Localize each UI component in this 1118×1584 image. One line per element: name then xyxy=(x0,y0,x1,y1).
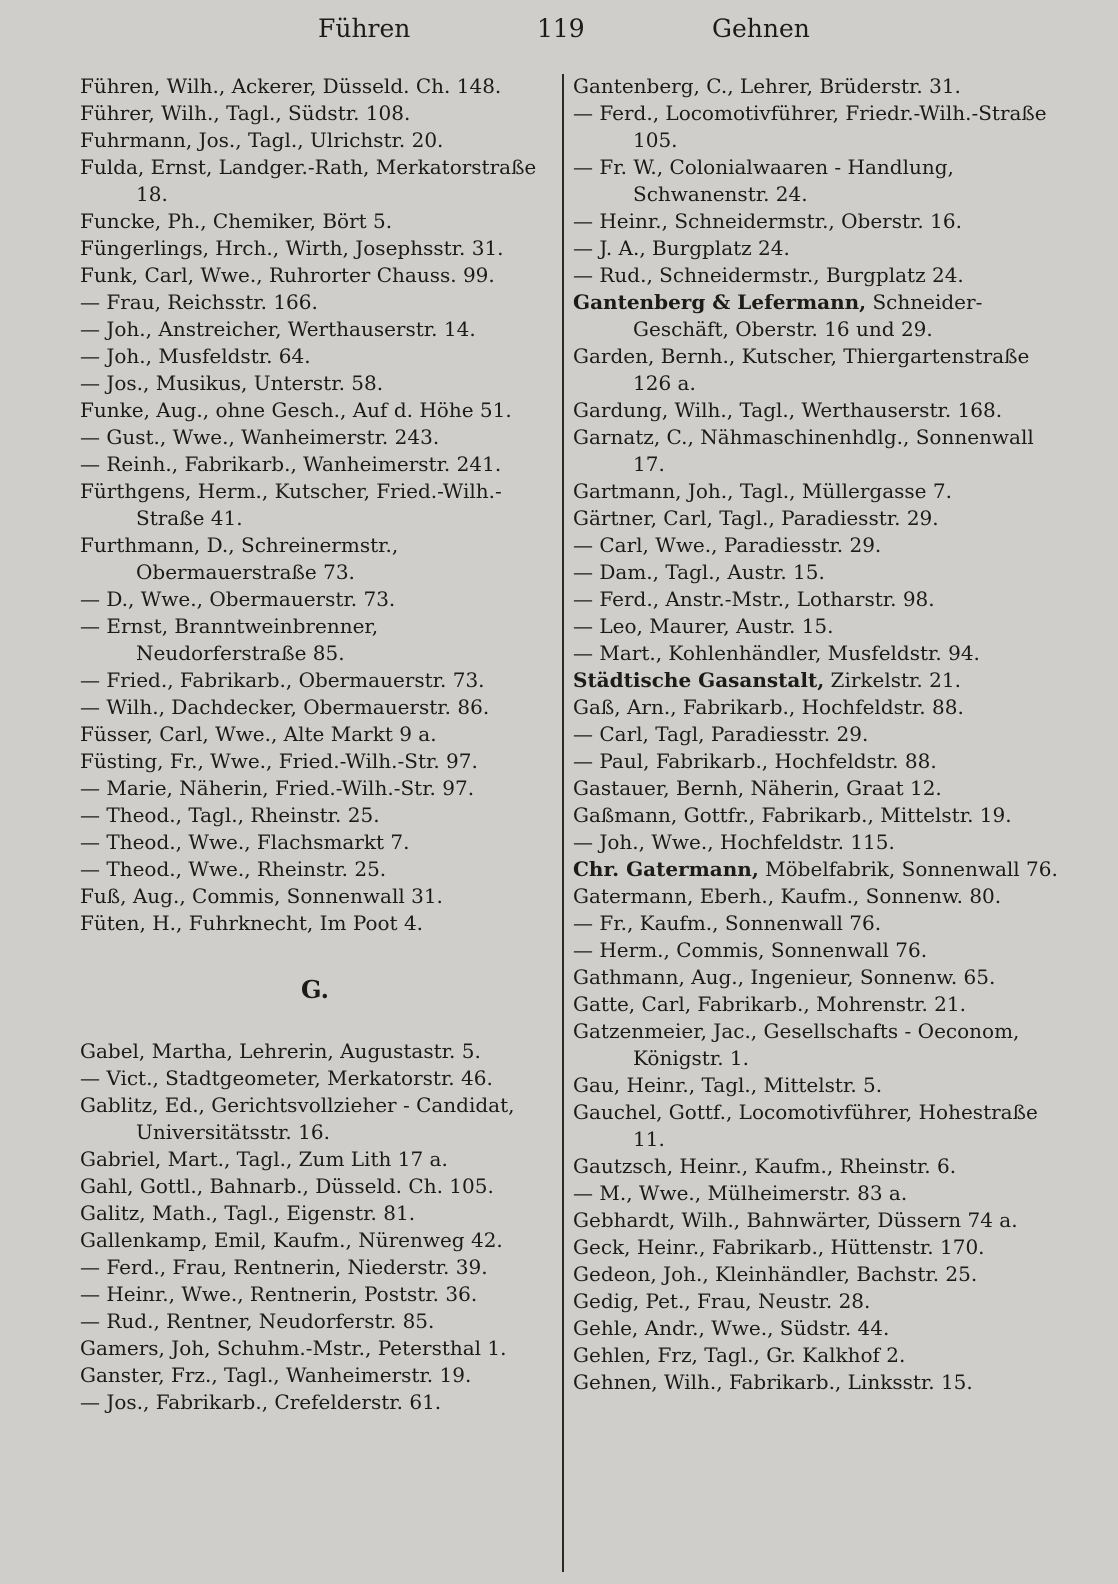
directory-entry: Gastauer, Bernh, Näherin, Graat 12. xyxy=(573,776,942,800)
directory-entry: — Heinr., Schneidermstr., Oberstr. 16. xyxy=(573,209,962,233)
directory-entry: Gebhardt, Wilh., Bahnwärter, Düssern 74 a. xyxy=(573,1208,1018,1232)
directory-entry: Gärtner, Carl, Tagl., Paradiesstr. 29. xyxy=(573,506,939,530)
directory-entry: Funke, Aug., ohne Gesch., Auf d. Höhe 51. xyxy=(80,398,512,422)
directory-entry: — Joh., Wwe., Hochfeldstr. 115. xyxy=(573,830,895,854)
directory-entry: — Gust., Wwe., Wanheimerstr. 243. xyxy=(80,425,440,449)
directory-entry: Gehnen, Wilh., Fabrikarb., Linksstr. 15. xyxy=(573,1370,973,1394)
directory-entry: Füten, H., Fuhrknecht, Im Poot 4. xyxy=(80,911,424,935)
directory-entry: — Rud., Schneidermstr., Burgplatz 24. xyxy=(573,263,964,287)
directory-entry: Gauchel, Gottf., Locomotivführer, Hohestraße 11. xyxy=(573,1100,1038,1151)
directory-entry: — Joh., Musfeldstr. 64. xyxy=(80,344,311,368)
directory-entry: Garden, Bernh., Kutscher, Thiergartenstraße 126 a. xyxy=(573,344,1030,395)
directory-entry: — Wilh., Dachdecker, Obermauerstr. 86. xyxy=(80,695,490,719)
right-column xyxy=(573,73,1061,1396)
directory-entry: Füngerlings, Hrch., Wirth, Josephsstr. 31. xyxy=(80,236,504,260)
directory-entry: — J. A., Burgplatz 24. xyxy=(573,236,790,260)
page-number: 119 xyxy=(537,14,585,43)
directory-entry: Gathmann, Aug., Ingenieur, Sonnenw. 65. xyxy=(573,965,996,989)
entry-details: Schneider-Geschäft, Oberstr. 16 und 29. xyxy=(633,290,983,341)
directory-entry: Garnatz, C., Nähmaschinenhdlg., Sonnenwall 17. xyxy=(573,425,1034,476)
directory-entry: — Leo, Maurer, Austr. 15. xyxy=(573,614,834,638)
directory-entry: Gehlen, Frz, Tagl., Gr. Kalkhof 2. xyxy=(573,1343,906,1367)
directory-entry xyxy=(573,856,1061,883)
directory-entry: Gamers, Joh, Schuhm.-Mstr., Petersthal 1. xyxy=(80,1336,507,1360)
directory-entry xyxy=(573,667,1061,694)
directory-entry: — Marie, Näherin, Fried.-Wilh.-Str. 97. xyxy=(80,776,475,800)
firm-name: Gantenberg & Lefermann, xyxy=(573,290,867,314)
directory-entry: — Carl, Wwe., Paradiesstr. 29. xyxy=(573,533,882,557)
column-divider xyxy=(562,74,564,1572)
directory-entry: — Paul, Fabrikarb., Hochfeldstr. 88. xyxy=(573,749,937,773)
directory-entry: Gatermann, Eberh., Kaufm., Sonnenw. 80. xyxy=(573,884,1002,908)
directory-entry: Gau, Heinr., Tagl., Mittelstr. 5. xyxy=(573,1073,883,1097)
directory-entry: Führen, Wilh., Ackerer, Düsseld. Ch. 148. xyxy=(80,74,502,98)
directory-entry: — M., Wwe., Mülheimerstr. 83 a. xyxy=(573,1181,908,1205)
firm-name: Chr. Gatermann, xyxy=(573,857,759,881)
directory-entry: — Jos., Fabrikarb., Crefelderstr. 61. xyxy=(80,1390,442,1414)
directory-entry: — Fried., Fabrikarb., Obermauerstr. 73. xyxy=(80,668,485,692)
directory-entry: Gardung, Wilh., Tagl., Werthauserstr. 168. xyxy=(573,398,1003,422)
directory-entry: — Vict., Stadtgeometer, Merkatorstr. 46. xyxy=(80,1066,493,1090)
directory-entry: — Dam., Tagl., Austr. 15. xyxy=(573,560,825,584)
directory-entry: Gaß, Arn., Fabrikarb., Hochfeldstr. 88. xyxy=(573,695,964,719)
header-last-entry: Gehnen xyxy=(712,14,810,43)
directory-entry: Gatte, Carl, Fabrikarb., Mohrenstr. 21. xyxy=(573,992,966,1016)
directory-entry: — Jos., Musikus, Unterstr. 58. xyxy=(80,371,384,395)
directory-entry: — Ernst, Branntweinbrenner, Neudorferstraße 85. xyxy=(80,614,379,665)
directory-entry: — Ferd., Locomotivführer, Friedr.-Wilh.-Straße 105. xyxy=(573,101,1047,152)
directory-entry: Gedig, Pet., Frau, Neustr. 28. xyxy=(573,1289,871,1313)
directory-entry: — Fr. W., Colonialwaaren - Handlung, Schwanenstr. 24. xyxy=(573,155,954,206)
directory-entry: — D., Wwe., Obermauerstr. 73. xyxy=(80,587,396,611)
directory-entry: Gedeon, Joh., Kleinhändler, Bachstr. 25. xyxy=(573,1262,978,1286)
directory-entry: — Ferd., Frau, Rentnerin, Niederstr. 39. xyxy=(80,1255,488,1279)
directory-entry: Gahl, Gottl., Bahnarb., Düsseld. Ch. 105. xyxy=(80,1174,494,1198)
directory-entry: Ganster, Frz., Tagl., Wanheimerstr. 19. xyxy=(80,1363,472,1387)
left-column xyxy=(80,73,550,1416)
header-first-entry: Führen xyxy=(318,14,411,43)
directory-entry: — Herm., Commis, Sonnenwall 76. xyxy=(573,938,928,962)
directory-entry xyxy=(573,289,1061,343)
page-header xyxy=(0,14,1118,54)
entry-details: Zirkelstr. 21. xyxy=(824,668,961,692)
directory-entry: Funcke, Ph., Chemiker, Bört 5. xyxy=(80,209,393,233)
directory-entry: — Joh., Anstreicher, Werthauserstr. 14. xyxy=(80,317,476,341)
directory-entry: Füsser, Carl, Wwe., Alte Markt 9 a. xyxy=(80,722,437,746)
directory-entry: — Theod., Wwe., Flachsmarkt 7. xyxy=(80,830,410,854)
directory-entry: — Reinh., Fabrikarb., Wanheimerstr. 241. xyxy=(80,452,502,476)
directory-entry: Gaßmann, Gottfr., Fabrikarb., Mittelstr. 19. xyxy=(573,803,1012,827)
directory-entry: Fuß, Aug., Commis, Sonnenwall 31. xyxy=(80,884,443,908)
directory-entry: — Rud., Rentner, Neudorferstr. 85. xyxy=(80,1309,435,1333)
directory-entry: Gabriel, Mart., Tagl., Zum Lith 17 a. xyxy=(80,1147,448,1171)
directory-entry: — Heinr., Wwe., Rentnerin, Poststr. 36. xyxy=(80,1282,478,1306)
directory-entry: Füsting, Fr., Wwe., Fried.-Wilh.-Str. 97. xyxy=(80,749,478,773)
directory-entry: — Mart., Kohlenhändler, Musfeldstr. 94. xyxy=(573,641,980,665)
directory-entry: — Fr., Kaufm., Sonnenwall 76. xyxy=(573,911,882,935)
directory-entry: — Frau, Reichsstr. 166. xyxy=(80,290,318,314)
directory-entry: Gantenberg, C., Lehrer, Brüderstr. 31. xyxy=(573,74,961,98)
directory-entry: — Theod., Tagl., Rheinstr. 25. xyxy=(80,803,380,827)
directory-entry: Fuhrmann, Jos., Tagl., Ulrichstr. 20. xyxy=(80,128,444,152)
entry-details: Möbelfabrik, Sonnenwall 76. xyxy=(758,857,1058,881)
directory-entry: Gallenkamp, Emil, Kaufm., Nürenweg 42. xyxy=(80,1228,503,1252)
directory-entry: Gartmann, Joh., Tagl., Müllergasse 7. xyxy=(573,479,952,503)
directory-entry: Gabel, Martha, Lehrerin, Augustastr. 5. xyxy=(80,1039,481,1063)
directory-entry: Galitz, Math., Tagl., Eigenstr. 81. xyxy=(80,1201,416,1225)
directory-entry: Gatzenmeier, Jac., Gesellschafts - Oeconom, Königstr. 1. xyxy=(573,1019,1020,1070)
directory-entry: Fulda, Ernst, Landger.-Rath, Merkatorstraße 18. xyxy=(80,155,537,206)
section-letter: G. xyxy=(301,975,329,1004)
directory-entry: Geck, Heinr., Fabrikarb., Hüttenstr. 170. xyxy=(573,1235,985,1259)
directory-entry: — Ferd., Anstr.-Mstr., Lotharstr. 98. xyxy=(573,587,935,611)
directory-entry: Gablitz, Ed., Gerichtsvollzieher - Candidat, Universitätsstr. 16. xyxy=(80,1093,515,1144)
directory-entry: Führer, Wilh., Tagl., Südstr. 108. xyxy=(80,101,411,125)
left-entries-g xyxy=(80,1038,550,1416)
directory-entry: Funk, Carl, Wwe., Ruhrorter Chauss. 99. xyxy=(80,263,495,287)
directory-entry: — Carl, Tagl, Paradiesstr. 29. xyxy=(573,722,869,746)
directory-entry: Furthmann, D., Schreinermstr., Obermauerstraße 73. xyxy=(80,533,399,584)
directory-entry: Fürthgens, Herm., Kutscher, Fried.-Wilh.-Straße 41. xyxy=(80,479,502,530)
left-entries-f xyxy=(80,73,550,937)
directory-entry: Gehle, Andr., Wwe., Südstr. 44. xyxy=(573,1316,890,1340)
directory-entry: — Theod., Wwe., Rheinstr. 25. xyxy=(80,857,387,881)
directory-entry: Gautzsch, Heinr., Kaufm., Rheinstr. 6. xyxy=(573,1154,957,1178)
firm-name: Städtische Gasanstalt, xyxy=(573,668,825,692)
